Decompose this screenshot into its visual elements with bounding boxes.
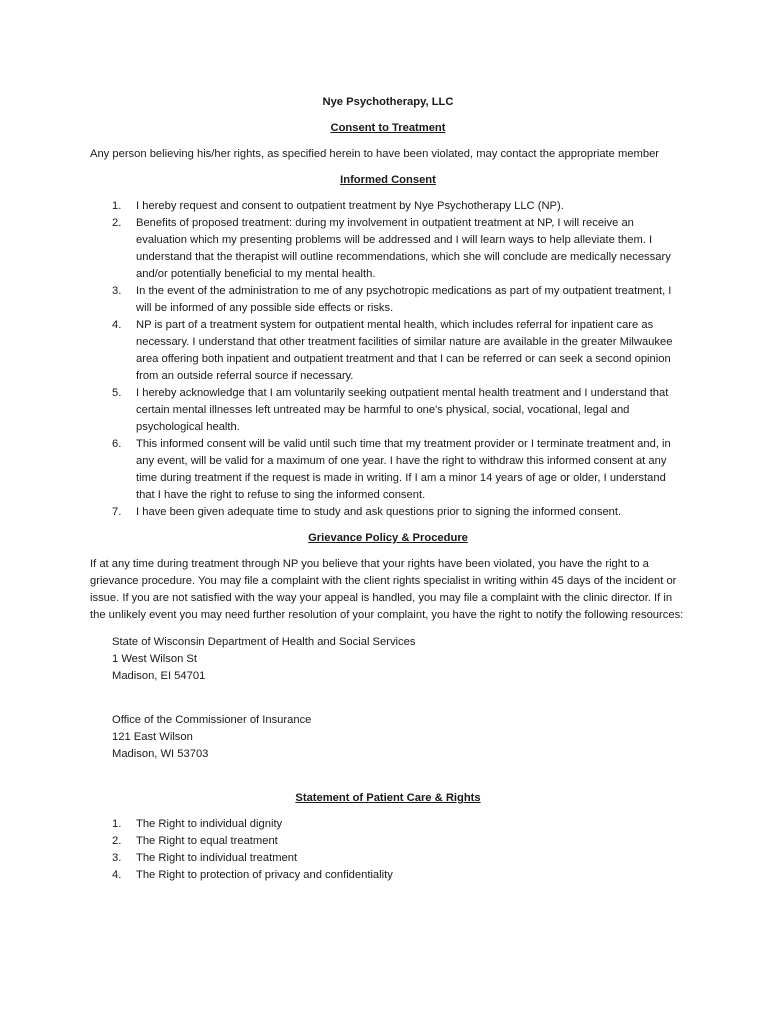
address-line: 1 West Wilson St	[112, 653, 197, 665]
rights-list	[90, 816, 686, 884]
list-item-text: This informed consent will be valid until such time that my treatment provider or I terminate treatment and, in any event, will be valid for a maximum of one year. I have the right to withdraw this informed consent at any time during treatment if the request is made in writing. If I am a minor 14 years of age or older, I understand that I have the right to refuse to sing the informed consent.	[136, 438, 671, 501]
address-block-health-services	[112, 634, 686, 685]
list-item-text: In the event of the administration to me of any psychotropic medications as part of my outpatient treatment, I will be informed of any possible side effects or risks.	[136, 285, 672, 314]
list-item	[90, 317, 686, 385]
list-number: 3.	[112, 285, 122, 297]
list-item	[90, 198, 686, 215]
list-item-text: The Right to equal treatment	[136, 835, 278, 847]
list-number: 2.	[112, 835, 122, 847]
list-number: 7.	[112, 506, 122, 518]
list-item-text: Benefits of proposed treatment: during my involvement in outpatient treatment at NP, I will receive an evaluation which my presenting problems will be addressed and I will learn ways to help alleviate them. I understand that the therapist will outline recommendations, which she will conclude are medically necessary and/or potentially beneficial to my mental health.	[136, 217, 671, 280]
list-item	[90, 215, 686, 283]
list-item	[90, 436, 686, 504]
list-item	[90, 867, 686, 884]
grievance-paragraph: If at any time during treatment through NP you believe that your rights have been violated, you have the right to a grievance procedure. You may file a complaint with the client rights specialist in writing within 45 days of the incident or issue. If you are not satisfied with the way your appeal is handled, you may file a complaint with the clinic director. If in the unlikely event you may need further resolution of your complaint, you have the right to notify the following resources:	[90, 558, 684, 621]
address-line: Madison, EI 54701	[112, 670, 206, 682]
grievance-heading: Grievance Policy & Procedure	[308, 532, 468, 544]
consent-title: Consent to Treatment	[330, 122, 446, 134]
list-number: 1.	[112, 818, 122, 830]
list-item-text: NP is part of a treatment system for outpatient mental health, which includes referral for inpatient care as necessary. I understand that other treatment facilities of similar nature are available in the greater Milwaukee area offering both inpatient and outpatient treatment and that I can be referred or can seek a second opinion from an outside referral source if necessary.	[136, 319, 673, 382]
list-number: 4.	[112, 869, 122, 881]
informed-consent-heading: Informed Consent	[340, 174, 436, 186]
list-item-text: The Right to individual treatment	[136, 852, 298, 864]
list-item	[90, 385, 686, 436]
list-number: 5.	[112, 387, 122, 399]
address-line: 121 East Wilson	[112, 731, 193, 743]
address-block-insurance	[112, 712, 686, 763]
list-item-text: The Right to individual dignity	[136, 818, 283, 830]
list-number: 4.	[112, 319, 122, 331]
list-item-text: I hereby acknowledge that I am voluntarily seeking outpatient mental health treatment and I understand that certain mental illnesses left untreated may be harmful to one's physical, social, vocational, legal and psychological health.	[136, 387, 669, 433]
address-line: State of Wisconsin Department of Health and Social Services	[112, 636, 416, 648]
document-body	[90, 94, 686, 884]
list-item	[90, 283, 686, 317]
organization-title: Nye Psychotherapy, LLC	[322, 96, 454, 108]
rights-heading: Statement of Patient Care & Rights	[295, 792, 481, 804]
list-number: 1.	[112, 200, 122, 212]
address-line: Office of the Commissioner of Insurance	[112, 714, 312, 726]
list-item	[90, 816, 686, 833]
address-line: Madison, WI 53703	[112, 748, 209, 760]
list-item	[90, 504, 686, 521]
list-item-text: The Right to protection of privacy and confidentiality	[136, 869, 393, 881]
list-item	[90, 833, 686, 850]
list-number: 2.	[112, 217, 122, 229]
list-item-text: I have been given adequate time to study and ask questions prior to signing the informed consent.	[136, 506, 622, 518]
informed-consent-list	[90, 198, 686, 521]
intro-paragraph: Any person believing his/her rights, as specified herein to have been violated, may contact the appropriate member	[90, 148, 660, 160]
list-number: 6.	[112, 438, 122, 450]
list-item-text: I hereby request and consent to outpatient treatment by Nye Psychotherapy LLC (NP).	[136, 200, 564, 212]
list-number: 3.	[112, 852, 122, 864]
list-item	[90, 850, 686, 867]
